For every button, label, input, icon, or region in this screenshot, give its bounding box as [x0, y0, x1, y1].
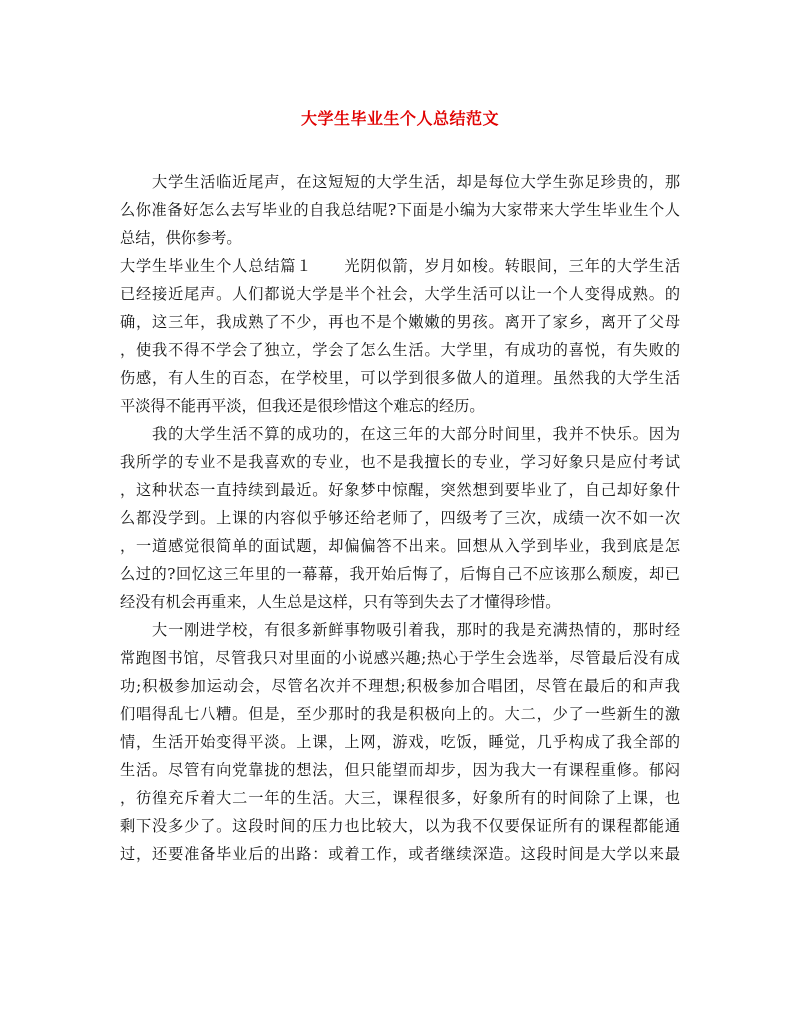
document-body: [120, 168, 680, 868]
text-line: ，一道感觉很简单的面试题，却偏偏答不出来。回想从入学到毕业，我到底是怎: [120, 537, 680, 555]
text-line: 我所学的专业不是我喜欢的专业，也不是我擅长的专业，学习好象只是应付考试: [120, 453, 680, 471]
text-line: 平淡得不能再平淡，但我还是很珍惜这个难忘的经历。: [120, 397, 485, 415]
text-line: 我的大学生活不算的成功的，在这三年的大部分时间里，我并不快乐。因为: [120, 425, 680, 443]
text-line: 么都没学到。上课的内容似乎够还给老师了，四级考了三次，成绩一次不如一次: [120, 509, 680, 527]
text-line: 确，这三年，我成熟了不少，再也不是个嫩嫩的男孩。离开了家乡，离开了父母: [120, 313, 680, 331]
text-line: ，使我不得不学会了独立，学会了怎么生活。大学里，有成功的喜悦，有失败的: [120, 341, 680, 359]
text-line: 伤感，有人生的百态，在学校里，可以学到很多做人的道理。虽然我的大学生活: [120, 369, 680, 387]
text-line: 大一刚进学校，有很多新鲜事物吸引着我，那时的我是充满热情的，那时经: [120, 621, 680, 639]
text-line: 功;积极参加运动会，尽管名次并不理想;积极参加合唱团，尽管在最后的和声我: [120, 677, 680, 695]
text-line: 么过的?回忆这三年里的一幕幕，我开始后悔了，后悔自己不应该那么颓废，却已: [120, 565, 680, 583]
text-line: 情，生活开始变得平淡。上课，上网，游戏，吃饭，睡觉，几乎构成了我全部的: [120, 733, 680, 751]
text-line: 大学生毕业生个人总结篇１ 光阴似箭，岁月如梭。转眼间，三年的大学生活: [120, 257, 680, 275]
text-line: 已经接近尾声。人们都说大学是半个社会，大学生活可以让一个人变得成熟。的: [120, 285, 680, 303]
text-line: 们唱得乱七八糟。但是，至少那时的我是积极向上的。大二，少了一些新生的激: [120, 705, 680, 723]
text-line: 大学生活临近尾声，在这短短的大学生活，却是每位大学生弥足珍贵的，那: [120, 173, 680, 191]
text-line: 过，还要准备毕业后的出路：或着工作，或者继续深造。这段时间是大学以来最: [120, 845, 680, 863]
text-line: 剩下没多少了。这段时间的压力也比较大，以为我不仅要保证所有的课程都能通: [120, 817, 680, 835]
text-line: ，彷徨充斥着大二一年的生活。大三，课程很多，好象所有的时间除了上课，也: [120, 789, 680, 807]
text-line: 总结，供你参考。: [120, 229, 242, 247]
text-line: 常跑图书馆，尽管我只对里面的小说感兴趣;热心于学生会选举，尽管最后没有成: [120, 649, 680, 667]
document-title: 大学生毕业生个人总结范文: [300, 109, 499, 128]
text-line: 生活。尽管有向党靠拢的想法，但只能望而却步，因为我大一有课程重修。郁闷: [120, 761, 680, 779]
text-line: 经没有机会再重来，人生总是这样，只有等到失去了才懂得珍惜。: [120, 593, 561, 611]
text-line: 么你准备好怎么去写毕业的自我总结呢?下面是小编为大家带来大学生毕业生个人: [120, 201, 680, 219]
text-line: ，这种状态一直持续到最近。好象梦中惊醒，突然想到要毕业了，自己却好象什: [120, 481, 680, 499]
